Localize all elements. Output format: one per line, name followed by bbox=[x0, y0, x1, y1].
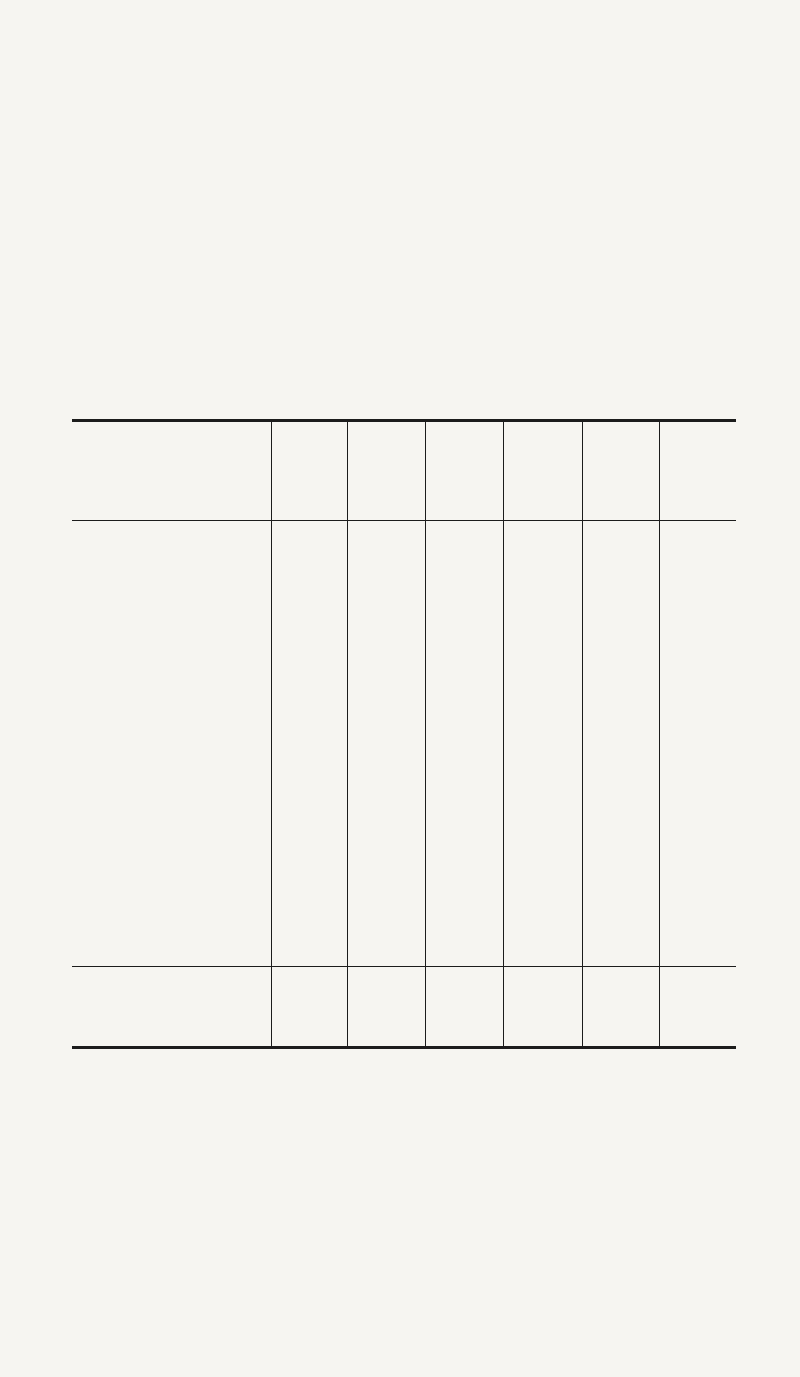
table-row bbox=[0, 888, 800, 918]
header-cafes bbox=[503, 422, 582, 520]
header-township bbox=[72, 422, 271, 520]
header-general-provisions bbox=[271, 422, 347, 520]
details-paragraph bbox=[66, 344, 738, 374]
table-row bbox=[0, 587, 800, 617]
table-totals-rule bbox=[72, 966, 736, 967]
table-bottom-rule bbox=[72, 1046, 736, 1049]
table-row bbox=[0, 750, 800, 780]
header-fish-businesses bbox=[582, 422, 659, 520]
header-greengrocery bbox=[659, 422, 739, 520]
table-row bbox=[0, 796, 800, 826]
header-cake-shops bbox=[347, 422, 425, 520]
table-row bbox=[0, 540, 800, 570]
table-row bbox=[0, 843, 800, 873]
intro-paragraph bbox=[66, 184, 738, 214]
table-row bbox=[0, 934, 800, 964]
table-row bbox=[0, 633, 800, 663]
table-header-rule bbox=[72, 520, 736, 521]
header-butchery bbox=[425, 422, 503, 520]
